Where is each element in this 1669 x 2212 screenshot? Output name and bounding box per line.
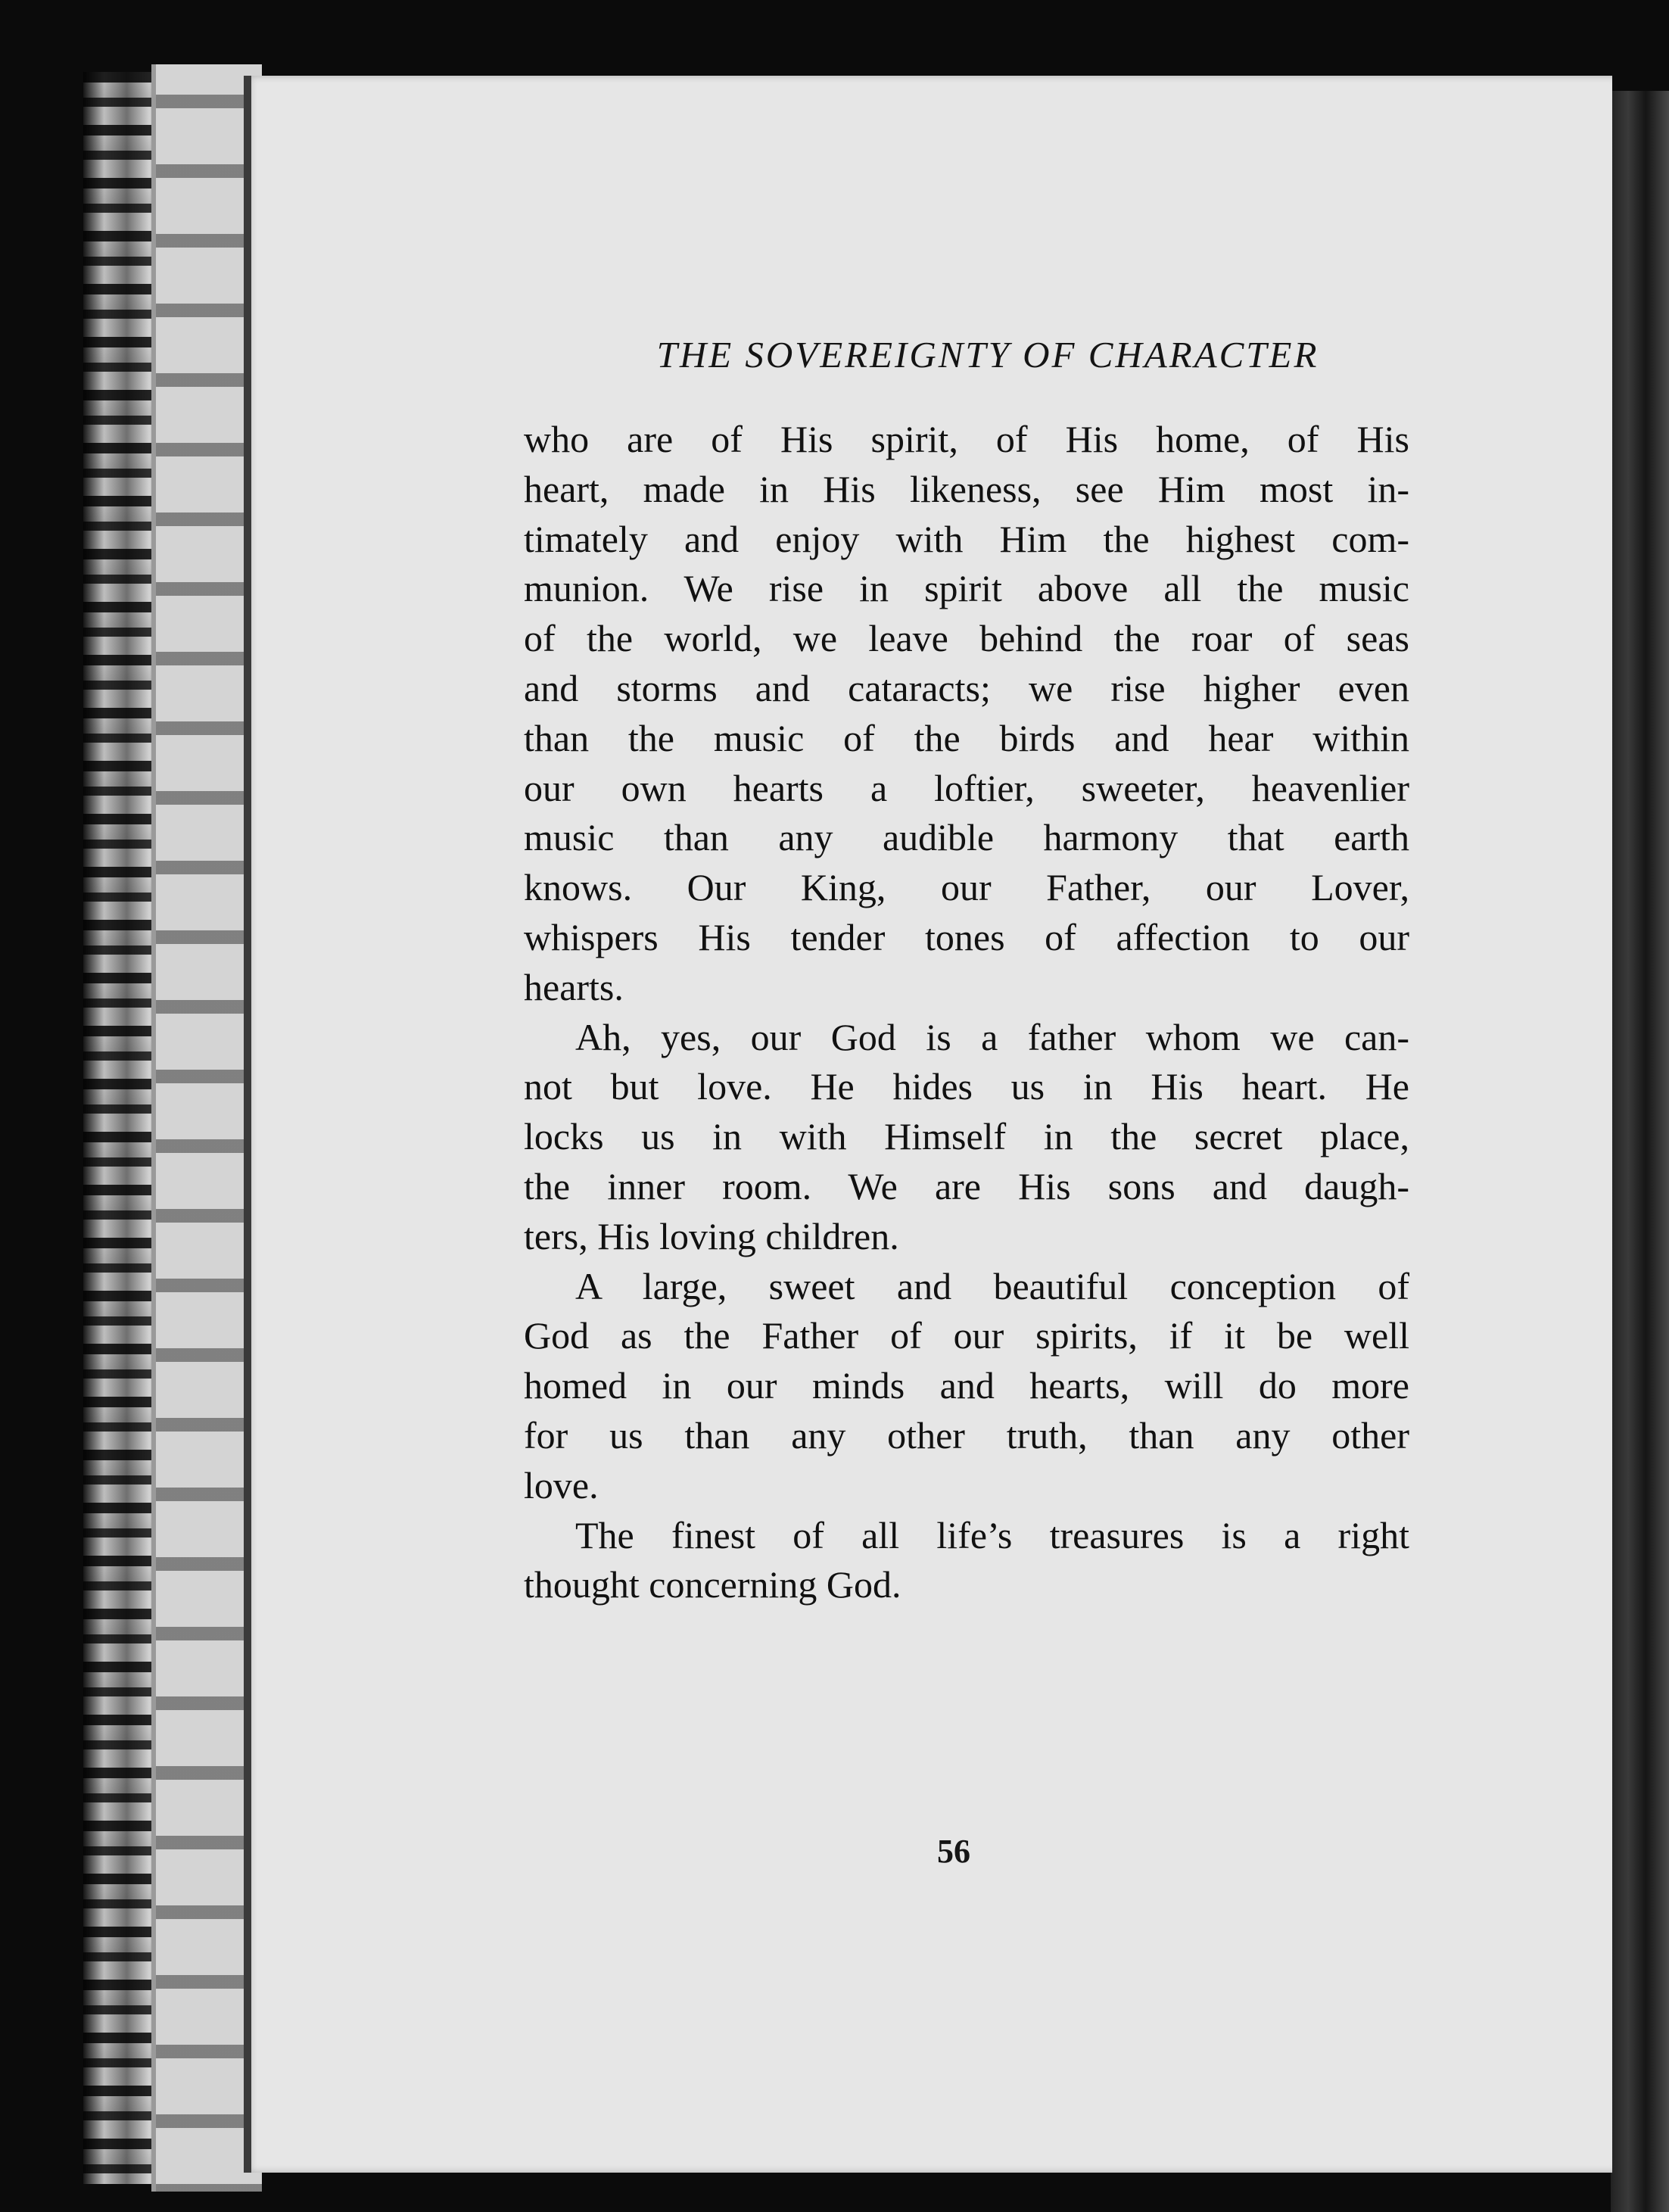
text-line: the inner room. We are His sons and daugh- xyxy=(524,1164,1409,1207)
text-line: music than any audible harmony that earth xyxy=(524,816,1409,859)
text-line: who are of His spirit, of His home, of His xyxy=(524,418,1409,460)
text-line: and storms and cataracts; we rise higher even xyxy=(524,666,1409,709)
text-line: locks us in with Himself in the secret place, xyxy=(524,1115,1409,1158)
text-line: our own hearts a loftier, sweeter, heavenlier xyxy=(524,766,1409,809)
text-line: hearts. xyxy=(524,965,624,1008)
body-text xyxy=(524,415,1409,1610)
text-line: not but love. He hides us in His heart. He xyxy=(524,1065,1409,1108)
text-line: knows. Our King, our Father, our Lover, xyxy=(524,866,1409,909)
text-line: heart, made in His likeness, see Him most in- xyxy=(524,467,1409,510)
text-line: Ah, yes, our God is a father whom we can- xyxy=(575,1015,1409,1058)
text-line: ters, His loving children. xyxy=(524,1214,899,1257)
text-line: munion. We rise in spirit above all the music xyxy=(524,567,1409,610)
text-line: timately and enjoy with Him the highest com- xyxy=(524,517,1409,560)
book-right-edge xyxy=(1611,91,1669,2212)
running-head: THE SOVEREIGNTY OF CHARACTER xyxy=(656,334,1319,375)
page-gutter xyxy=(244,76,251,2173)
text-line: for us than any other truth, than any other xyxy=(524,1413,1409,1456)
text-line: God as the Father of our spirits, if it be well xyxy=(524,1314,1409,1357)
text-line: of the world, we leave behind the roar of seas xyxy=(524,617,1409,660)
text-line: than the music of the birds and hear within xyxy=(524,716,1409,759)
page-number: 56 xyxy=(937,1833,970,1870)
text-line: The finest of all life’s treasures is a right xyxy=(575,1513,1409,1556)
text-line: love. xyxy=(524,1463,599,1506)
text-line: homed in our minds and hearts, will do more xyxy=(524,1364,1409,1407)
text-line: A large, sweet and beautiful conception of xyxy=(575,1264,1409,1307)
text-line: thought concerning God. xyxy=(524,1563,901,1606)
text-line: whispers His tender tones of affection to our xyxy=(524,915,1409,958)
